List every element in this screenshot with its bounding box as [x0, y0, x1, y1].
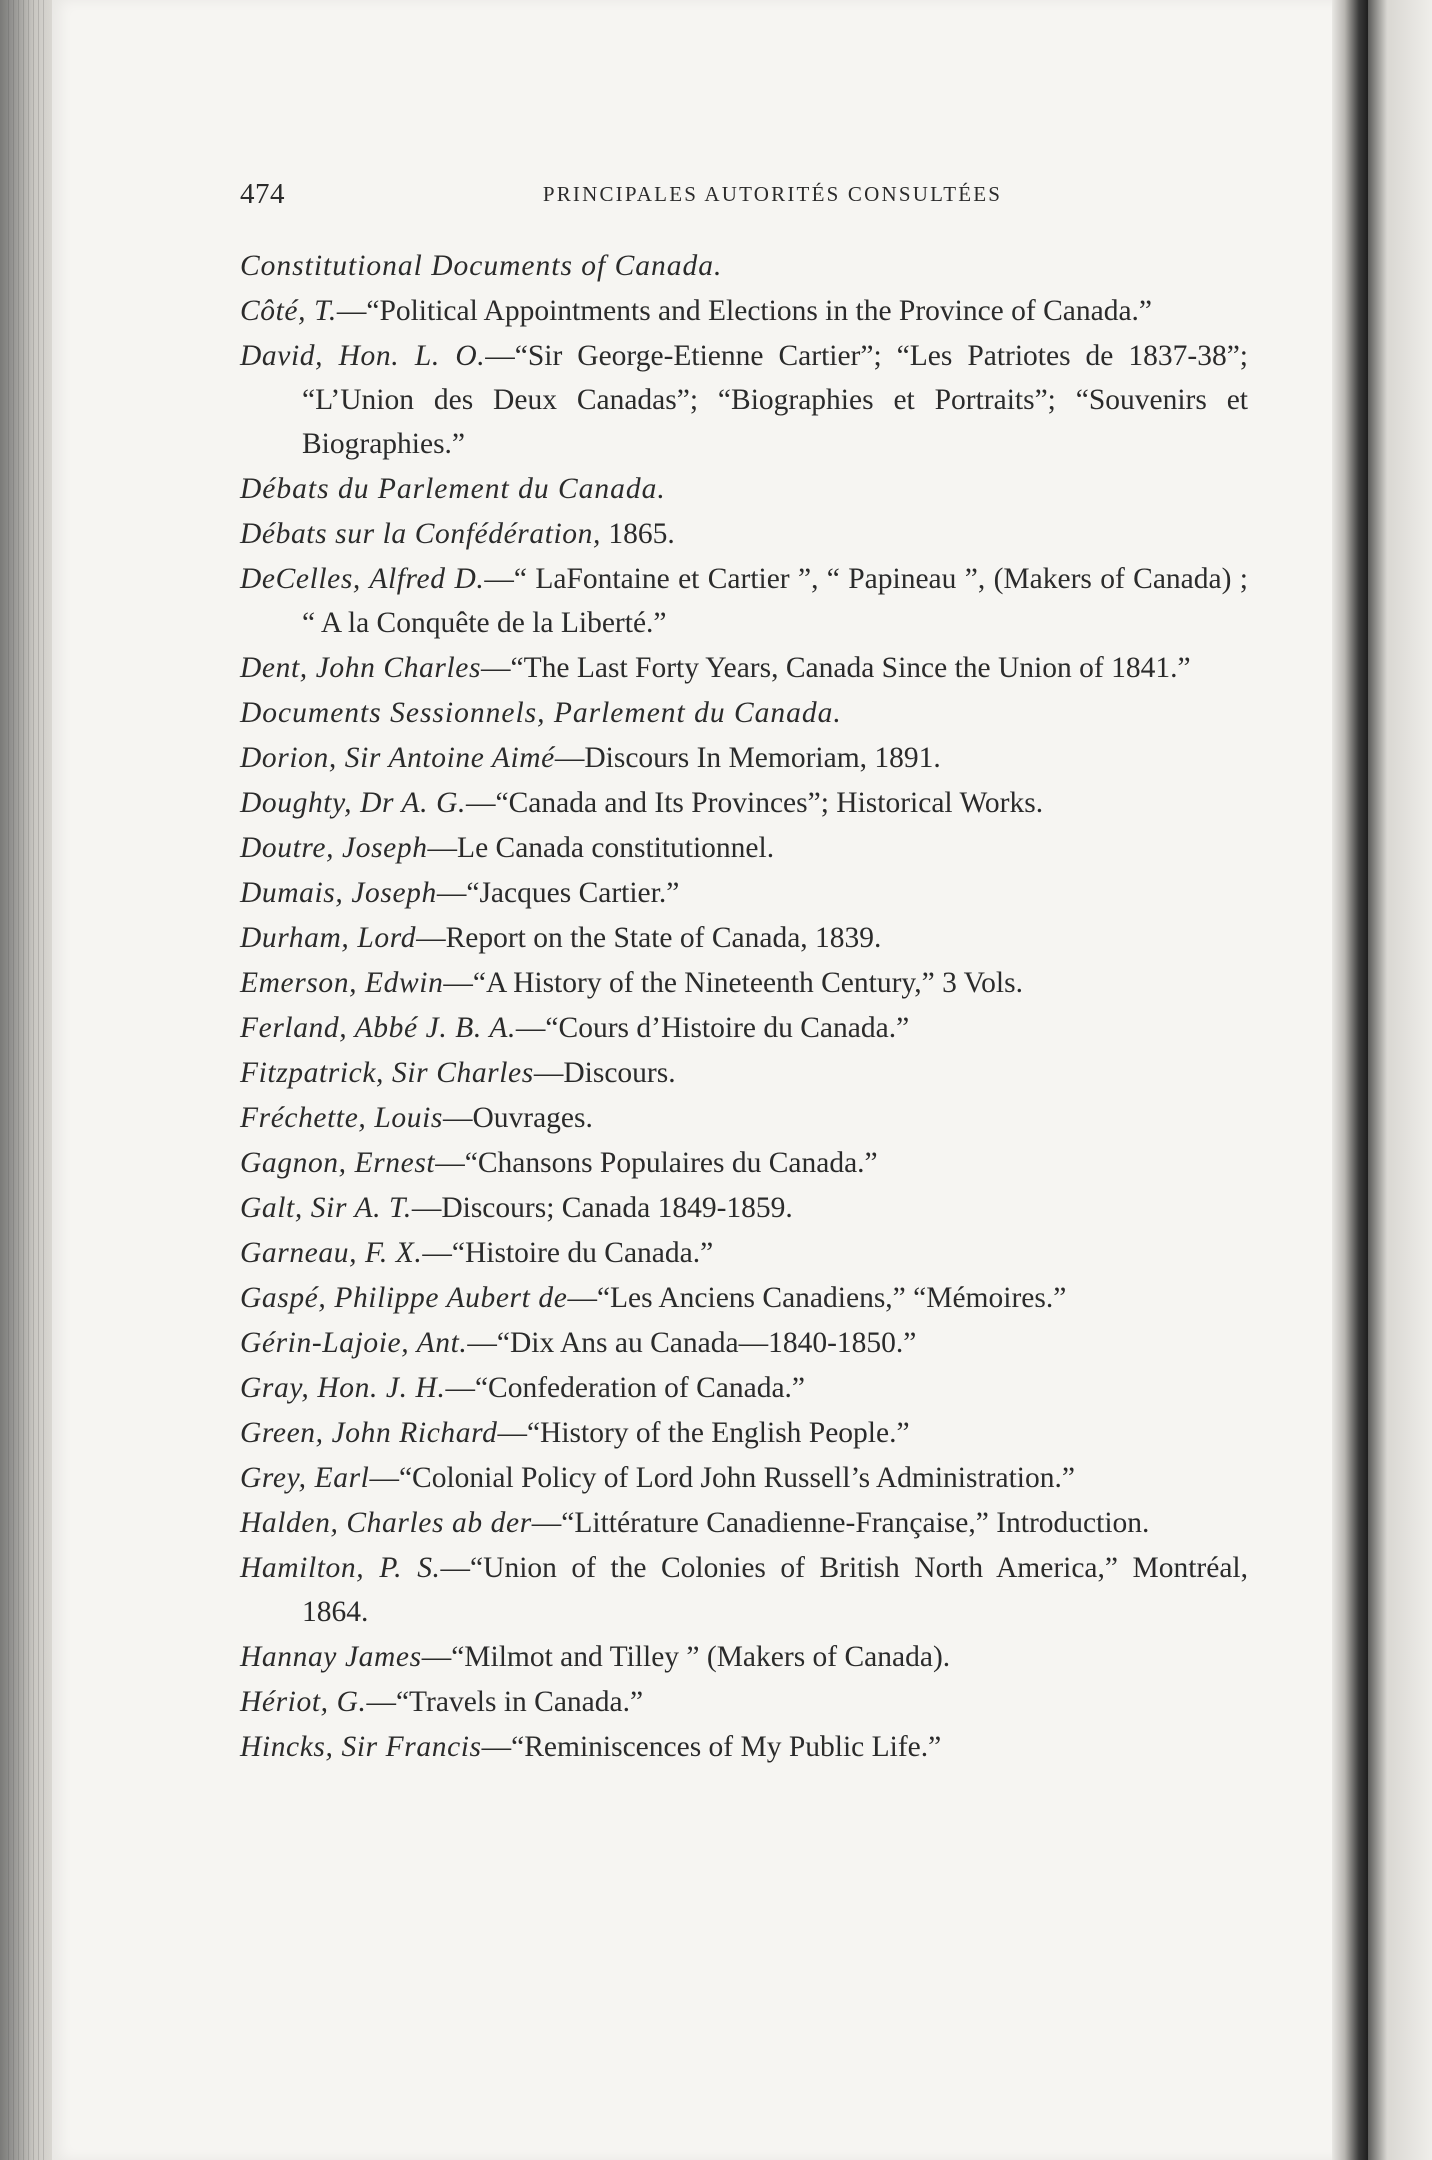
entry-works: —“Dix Ans au Canada—1840-1850.”: [467, 1327, 917, 1359]
bibliography-entry: [240, 512, 1248, 556]
entry-author: Hamilton, P. S.: [240, 1552, 441, 1584]
bibliography-entry: [240, 1141, 1248, 1185]
entry-author: Garneau, F. X.: [240, 1237, 423, 1269]
entry-author: David, Hon. L. O.: [240, 340, 486, 372]
entry-works: —“The Last Forty Years, Canada Since the Union of 1841.”: [481, 652, 1191, 684]
bibliography-entry: [240, 1006, 1248, 1050]
bibliography-entry: [240, 1321, 1248, 1365]
bibliography-entry: [240, 1635, 1248, 1679]
entry-works: —“A History of the Nineteenth Century,” 3 Vols.: [443, 967, 1023, 999]
entry-works: —“Littérature Canadienne-Française,” Introduction.: [531, 1507, 1150, 1539]
entry-author: Hériot, G.: [240, 1686, 367, 1718]
entry-works: —Discours; Canada 1849-1859.: [411, 1192, 793, 1224]
bibliography-entry: [240, 1096, 1248, 1140]
bibliography-entry: [240, 557, 1248, 645]
bibliography-entry: [240, 1051, 1248, 1095]
entry-works: —“Canada and Its Provinces”; Historical Works.: [466, 787, 1044, 819]
entry-works: 1865.: [600, 518, 675, 550]
entry-works: —“Reminiscences of My Public Life.”: [481, 1731, 942, 1763]
bibliography-entry: [240, 1546, 1248, 1634]
entry-works: —“Union of the Colonies of British North America,” Montréal, 1864.: [302, 1552, 1248, 1628]
next-page-edge: [1368, 0, 1432, 2160]
entry-author: Gray, Hon. J. H.: [240, 1372, 446, 1404]
entry-author: Débats sur la Confédération,: [240, 518, 601, 550]
page-number: 474: [240, 178, 285, 210]
entry-works: —“History of the English People.”: [497, 1417, 910, 1449]
bibliography-entry: [240, 1725, 1248, 1769]
entry-author: Fréchette, Louis: [240, 1102, 443, 1134]
bibliography-entry: [240, 781, 1248, 825]
book-gutter: [1332, 0, 1368, 2160]
entry-author: Gaspé, Philippe Aubert de: [240, 1282, 568, 1314]
entry-works: —“Chansons Populaires du Canada.”: [435, 1147, 878, 1179]
entry-works: —Ouvrages.: [442, 1102, 593, 1134]
entry-author: Galt, Sir A. T.: [240, 1192, 412, 1224]
entry-works: —“Histoire du Canada.”: [422, 1237, 714, 1269]
entry-works: —Le Canada constitutionnel.: [427, 832, 775, 864]
entry-works: —Report on the State of Canada, 1839.: [416, 922, 882, 954]
entry-author: Doughty, Dr A. G.: [240, 787, 466, 819]
entry-author: Constitutional Documents of Canada.: [240, 250, 723, 282]
entry-author: Dent, John Charles: [240, 652, 482, 684]
entry-author: Hincks, Sir Francis: [240, 1731, 482, 1763]
entry-works: —“Milmot and Tilley ” (Makers of Canada).: [421, 1641, 951, 1673]
entry-works: —“Cours d’Histoire du Canada.”: [515, 1012, 910, 1044]
bibliography-entry: [240, 916, 1248, 960]
entry-works: —Discours.: [533, 1057, 676, 1089]
bibliography-entry: [240, 736, 1248, 780]
bibliography-list: [240, 244, 1248, 1770]
entry-author: Green, John Richard: [240, 1417, 498, 1449]
bibliography-entry: [240, 1366, 1248, 1410]
running-head: PRINCIPALES AUTORITÉS CONSULTÉES: [542, 182, 1003, 206]
bibliography-entry: [240, 871, 1248, 915]
entry-author: Gagnon, Ernest: [240, 1147, 436, 1179]
bibliography-entry: [240, 826, 1248, 870]
page-stack-lines: [8, 0, 48, 2160]
entry-author: DeCelles, Alfred D.: [240, 563, 485, 595]
entry-author: Documents Sessionnels, Parlement du Canada.: [240, 697, 842, 729]
entry-author: Débats du Parlement du Canada.: [240, 473, 666, 505]
bibliography-entry: [240, 1276, 1248, 1320]
bibliography-entry: [240, 1456, 1248, 1500]
entry-author: Gérin-Lajoie, Ant.: [240, 1327, 468, 1359]
entry-works: —“Political Appointments and Elections in the Province of Canada.”: [336, 295, 1153, 327]
entry-author: Emerson, Edwin: [240, 967, 444, 999]
entry-works: —Discours In Memoriam, 1891.: [554, 742, 941, 774]
bibliography-entry: [240, 1680, 1248, 1724]
entry-author: Grey, Earl: [240, 1462, 370, 1494]
entry-author: Durham, Lord: [240, 922, 417, 954]
bibliography-entry: [240, 467, 1248, 511]
bibliography-entry: [240, 1411, 1248, 1455]
entry-author: Dorion, Sir Antoine Aimé: [240, 742, 555, 774]
entry-works: —“Travels in Canada.”: [366, 1686, 644, 1718]
entry-author: Halden, Charles ab der: [240, 1507, 532, 1539]
entry-author: Hannay James: [240, 1641, 422, 1673]
bibliography-entry: [240, 244, 1248, 288]
entry-author: Ferland, Abbé J. B. A.: [240, 1012, 516, 1044]
bibliography-entry: [240, 289, 1248, 333]
bibliography-entry: [240, 1231, 1248, 1275]
bibliography-entry: [240, 691, 1248, 735]
bibliography-entry: [240, 961, 1248, 1005]
entry-author: Fitzpatrick, Sir Charles: [240, 1057, 534, 1089]
entry-works: —“Les Anciens Canadiens,” “Mémoires.”: [567, 1282, 1067, 1314]
entry-author: Côté, T.: [240, 295, 337, 327]
bibliography-entry: [240, 1186, 1248, 1230]
bibliography-entry: [240, 646, 1248, 690]
bibliography-entry: [240, 334, 1248, 466]
entry-works: —“ LaFontaine et Cartier ”, “ Papineau ”, (Makers of Canada) ; “ A la Conquête de la Liberté.”: [302, 563, 1248, 639]
entry-works: —“Sir George-Etienne Cartier”; “Les Patriotes de 1837-38”; “L’Union des Deux Canadas”; “Biographies et Portraits”; “Souvenirs et Biographies.”: [302, 340, 1249, 460]
bibliography-entry: [240, 1501, 1248, 1545]
entry-author: Doutre, Joseph: [240, 832, 428, 864]
entry-works: —“Confederation of Canada.”: [445, 1372, 806, 1404]
entry-works: —“Jacques Cartier.”: [436, 877, 680, 909]
page-header: [240, 178, 1245, 214]
entry-works: —“Colonial Policy of Lord John Russell’s Administration.”: [369, 1462, 1075, 1494]
entry-author: Dumais, Joseph: [240, 877, 437, 909]
